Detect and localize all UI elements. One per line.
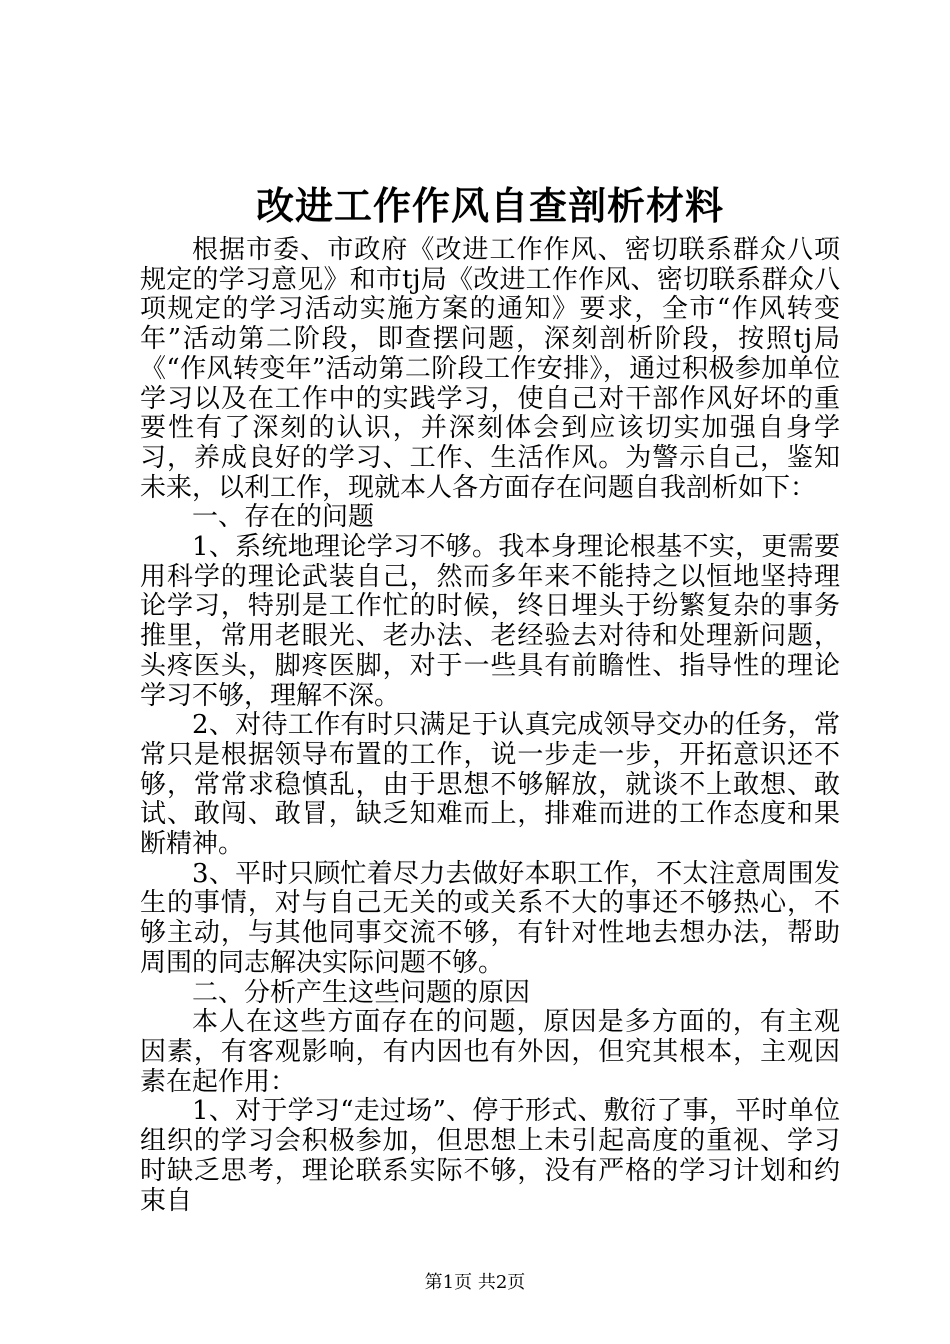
document-title: 改进工作作风自查剖析材料 [255, 183, 724, 228]
paragraph-intro: 根据市委、市政府《改进工作作风、密切联系群众八项规定的学习意见》和市tj局《改进工作作风、密切联系群众八项规定的学习活动实施方案的通知》要求，全市“作风转变年”活动第二阶段，即查摆问题，深刻剖析阶段，按照tj局《“作风转变年”活动第二阶段工作安排》，通过积极参加单位学习以及在工作中的实践学习，使自己对干部作风好坏的重要性有了深刻的认识，并深刻体会到应该切实加强自身学习，养成良好的学习、工作、生活作风。为警示自己，鉴知未来，以利工作，现就本人各方面存在问题自我剖析如下： [140, 235, 840, 503]
paragraph-cause-1: 1、对于学习“走过场”、停于形式、敷衍了事，平时单位组织的学习会积极参加，但思想上未引起高度的重视、学习时缺乏思考，理论联系实际不够，没有严格的学习计划和约束自 [140, 1096, 840, 1216]
document-page [140, 180, 840, 1216]
heading-causes: 二、分析产生这些问题的原因 [192, 977, 531, 1008]
paragraph-problem-1: 1、系统地理论学习不够。我本身理论根基不实，更需要用科学的理论武装自己，然而多年来不能持之以恒地坚持理论学习，特别是工作忙的时候，终日埋头于纷繁复杂的事务推里，常用老眼光、老办法、老经验去对待和处理新问题，头疼医头，脚疼医脚，对于一些具有前瞻性、指导性的理论学习不够，理解不深。 [140, 532, 840, 711]
paragraph-problem-3: 3、平时只顾忙着尽力去做好本职工作，不太注意周围发生的事情，对与自己无关的或关系不大的事还不够热心，不够主动，与其他同事交流不够，有针对性地去想办法，帮助周围的同志解决实际问题不够。 [140, 858, 840, 978]
page-footer: 第1页 共2页 [424, 1272, 526, 1293]
document-body [140, 236, 840, 1216]
paragraph-causes-intro: 本人在这些方面存在的问题，原因是多方面的，有主观因素，有客观影响，有内因也有外因，但究其根本，主观因素在起作用： [140, 1007, 840, 1097]
paragraph-problem-2: 2、对待工作有时只满足于认真完成领导交办的任务，常常只是根据领导布置的工作，说一步走一步，开拓意识还不够，常常求稳慎乱，由于思想不够解放，就谈不上敢想、敢试、敢闯、敢冒，缺乏知难而上，排难而进的工作态度和果断精神。 [140, 710, 840, 860]
heading-problems: 一、存在的问题 [192, 502, 375, 533]
